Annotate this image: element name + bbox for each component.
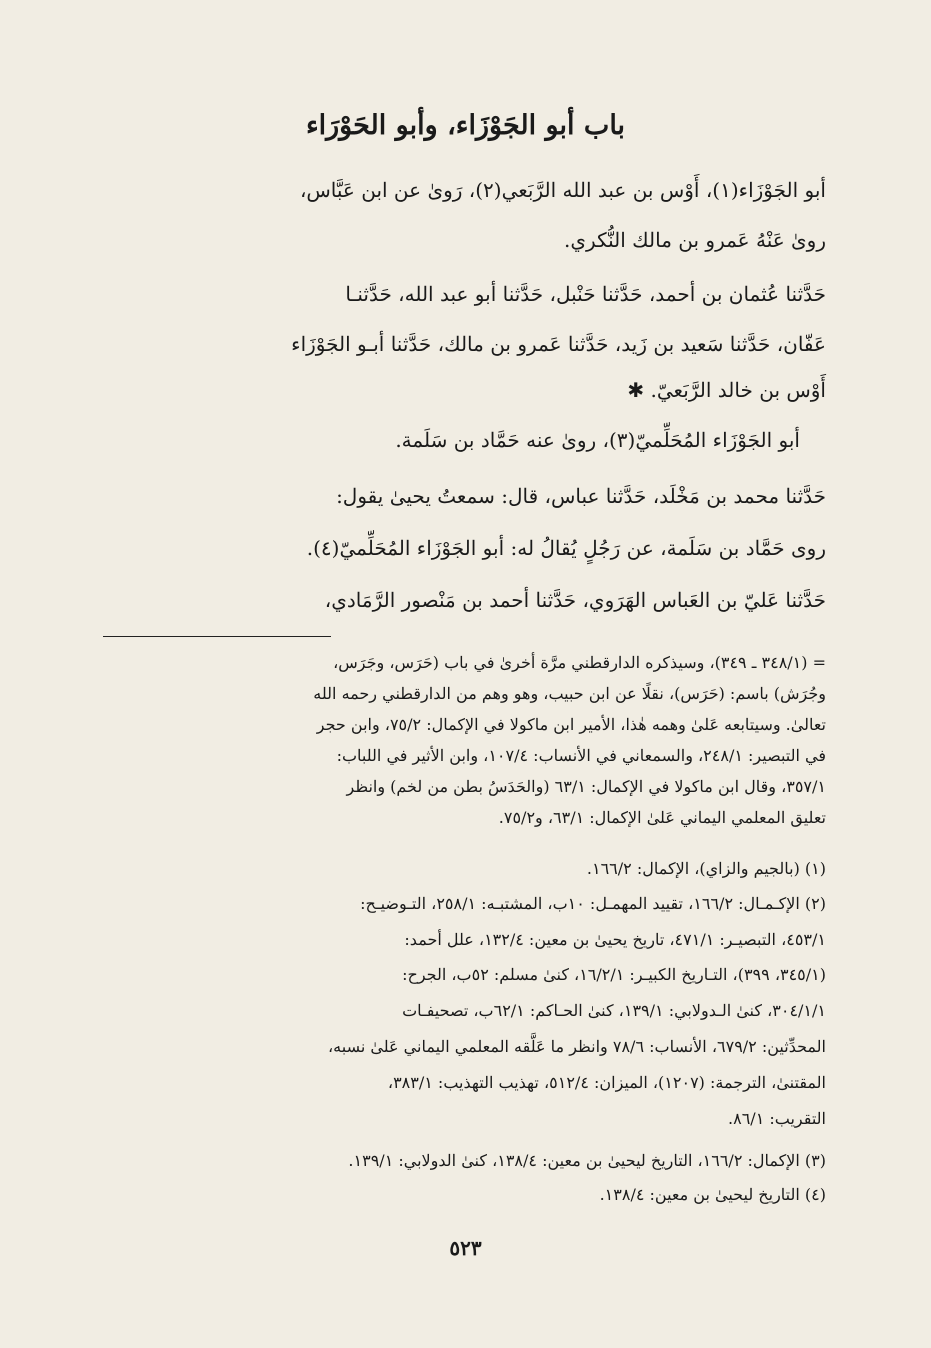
footnote-line: التقريب: ٨٦/١. bbox=[728, 1109, 826, 1128]
footnote-line: في التبصير: ٢٤٨/١، والسمعاني في الأنساب: ١٠٧/٤، وابن الأثير في اللباب: bbox=[336, 746, 826, 765]
footnote-line: تعليق المعلمي اليماني عَلىٰ الإكمال: ٦٣/١، و٧٥/٢. bbox=[498, 808, 826, 827]
page-number: ٥٢٣ bbox=[449, 1236, 482, 1260]
main-line: حَدَّثنا عُثمان بن أحمد، حَدَّثنا حَنْبل، حَدَّثنا أبو عبد الله، حَدَّثنـا bbox=[345, 282, 826, 306]
footnote-line: وجُرَش) باسم: (حَرَس)، نقلًا عن ابن حبيب، وهو وهم من الدارقطني رحمه الله bbox=[313, 684, 826, 703]
main-line: روىٰ عَنْهُ عَمرو بن مالك النُّكري. bbox=[564, 228, 826, 252]
main-line: أَوْس بن خالد الرَّبَعيّ. ✱ bbox=[627, 378, 826, 402]
footnote-line: المقتنىٰ، الترجمة: (١٢٠٧)، الميزان: ٥١٢/٤، تهذيب التهذيب: ٣٨٣/١، bbox=[387, 1073, 826, 1092]
main-line: أبو الجَوْزَاء المُحَلِّميّ(٣)، روىٰ عنه حَمَّاد بن سَلَمة. bbox=[395, 428, 800, 452]
footnote-line: ٣٠٤/١/١، كنىٰ الـدولابي: ١٣٩/١، كنىٰ الحـاكم: ٦٢/١ب، تصحيفـات bbox=[402, 1001, 826, 1020]
main-line: عَفّان، حَدَّثنا سَعيد بن زَيد، حَدَّثنا عَمرو بن مالك، حَدَّثنا أبـو الجَوْزَاء bbox=[291, 332, 826, 356]
footnote-line: (٢) الإكـمـال: ١٦٦/٢، تقييد المهمـل: ١٠ب، المشتبـه: ٢٥٨/١، التـوضيـح: bbox=[360, 894, 826, 913]
footnote-line: (٣) الإكمال: ١٦٦/٢، التاريخ ليحيىٰ بن معين: ١٣٨/٤، كنىٰ الدولابي: ١٣٩/١. bbox=[348, 1151, 826, 1170]
footnote-line: تعالىٰ. وسيتابعه عَلىٰ وهمه هٰذا، الأمير ابن ماكولا في الإكمال: ٧٥/٢، وابن حجر bbox=[316, 715, 826, 734]
footnote-line: = (٣٤٨/١ ـ ٣٤٩)، وسيذكره الدارقطني مرَّة أخرىٰ في باب (حَرَس، وجَرَس، bbox=[333, 653, 826, 672]
footnote-line: المحدِّثين: ٦٧٩/٢، الأنساب: ٧٨/٦ وانظر ما عَلَّقه المعلمي اليماني عَلىٰ نسبه، bbox=[328, 1037, 826, 1056]
chapter-heading: باب أبو الجَوْزَاء، وأبو الحَوْرَاء bbox=[305, 110, 626, 141]
footnote-line: (١) (بالجيم والزاي)، الإكمال: ١٦٦/٢. bbox=[586, 859, 826, 878]
main-line: حَدَّثنا عَليّ بن العَباس الهَرَوي، حَدَّثنا أحمد بن مَنْصور الرَّمَادي، bbox=[324, 588, 826, 612]
footnote-divider bbox=[103, 636, 331, 637]
footnote-line: ٤٥٣/١، التبصيـر: ٤٧١/١، تاريخ يحيىٰ بن معين: ١٣٢/٤، علل أحمد: bbox=[404, 930, 826, 949]
main-line: روى حَمَّاد بن سَلَمة، عن رَجُلٍ يُقالُ له: أبو الجَوْزَاء المُحَلِّميّ(٤). bbox=[306, 536, 826, 560]
footnote-line: ٣٥٧/١، وقال ابن ماكولا في الإكمال: ٦٣/١ (والحَدَسُ بطن من لخم) وانظر bbox=[346, 777, 826, 796]
main-line: أبو الجَوْزَاء(١)، أَوْس بن عبد الله الرَّبَعي(٢)، رَوىٰ عن ابن عَبَّاس، bbox=[299, 178, 826, 202]
main-line: حَدَّثنا محمد بن مَخْلَد، حَدَّثنا عباس، قال: سمعتُ يحيىٰ يقول: bbox=[336, 484, 826, 508]
footnote-line: (٣٤٥/١، ٣٩٩)، التـاريخ الكبيـر: ١٦/٢/١، كنىٰ مسلم: ٥٢ب، الجرح: bbox=[402, 965, 826, 984]
footnote-line: (٤) التاريخ ليحيىٰ بن معين: ١٣٨/٤. bbox=[599, 1185, 826, 1204]
